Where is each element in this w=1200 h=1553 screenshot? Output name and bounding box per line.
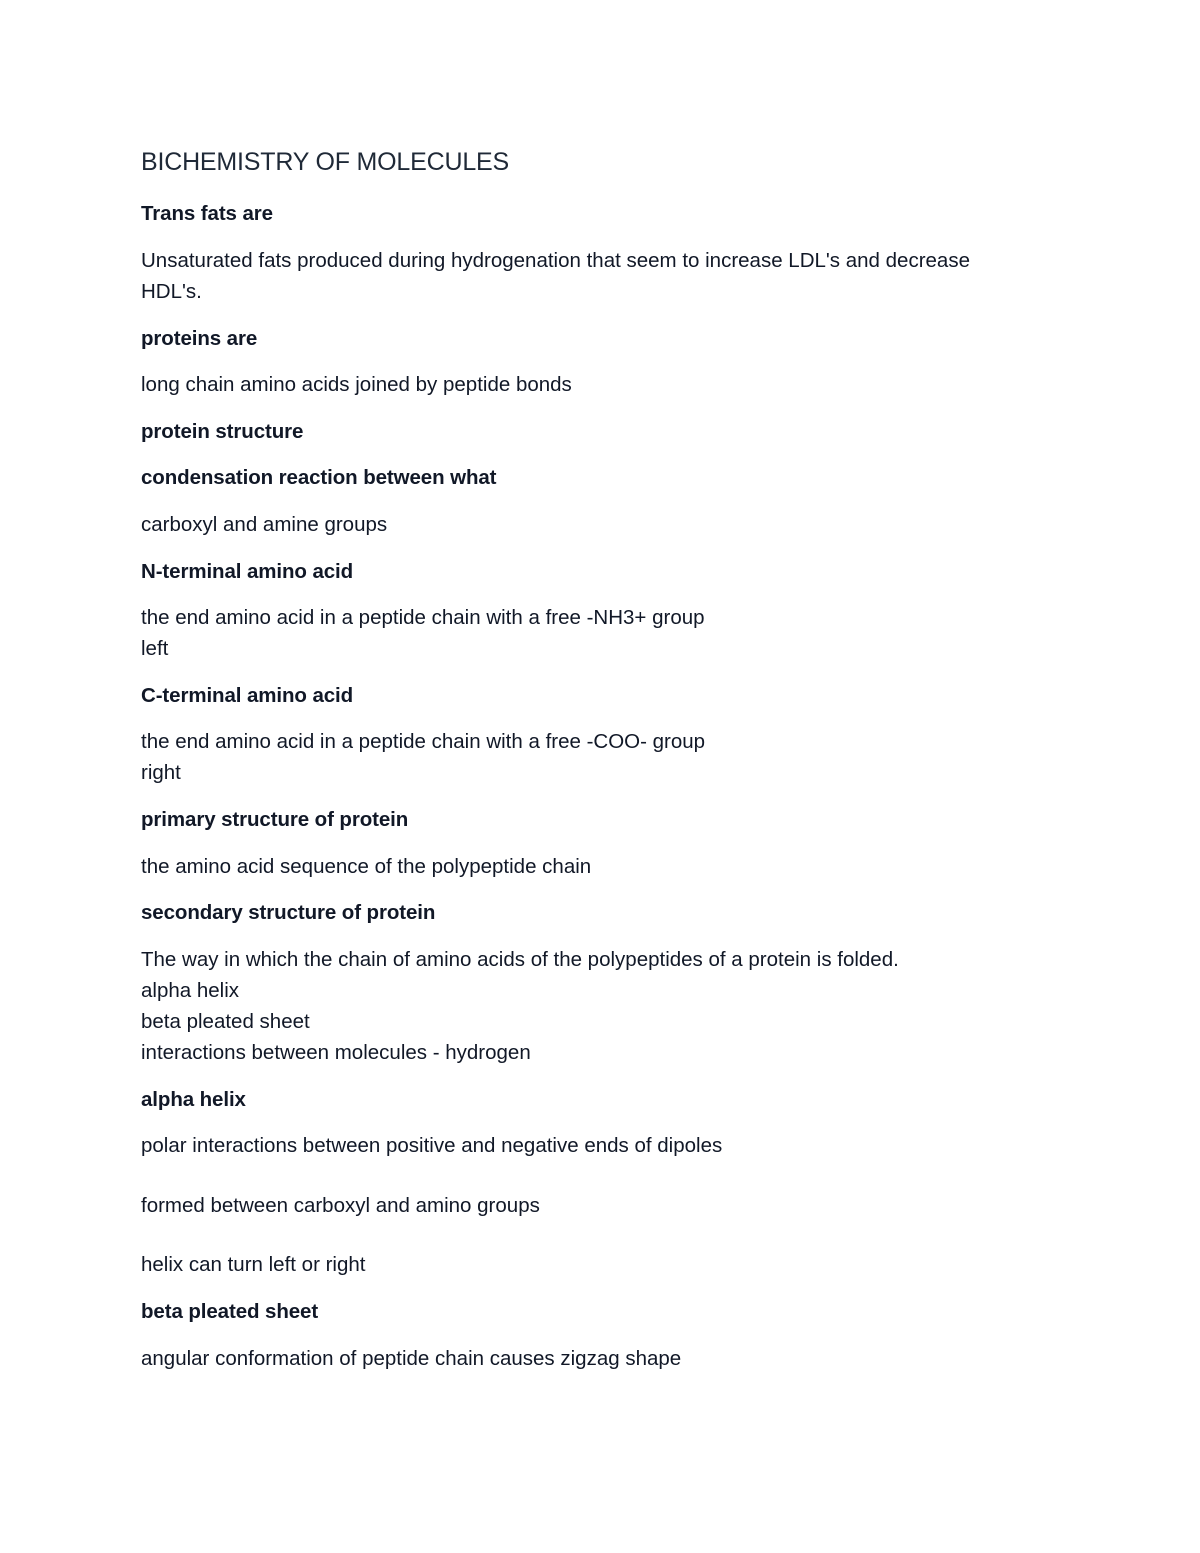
term-c-terminal-amino-acid: C-terminal amino acid — [141, 684, 354, 707]
definition-c-terminal-line-2: right — [141, 761, 181, 784]
term-alpha-helix: alpha helix — [141, 1088, 246, 1111]
definition-secondary-structure-line-4: interactions between molecules - hydrogen — [141, 1041, 531, 1064]
definition-secondary-structure-line-3: beta pleated sheet — [141, 1010, 310, 1033]
definition-proteins: long chain amino acids joined by peptide bonds — [141, 373, 572, 396]
definition-n-terminal-line-2: left — [141, 637, 169, 660]
term-beta-pleated-sheet: beta pleated sheet — [141, 1300, 319, 1323]
definition-c-terminal-line-1: the end amino acid in a peptide chain with a free -COO- group — [141, 730, 706, 753]
term-trans-fats: Trans fats are — [141, 202, 273, 225]
definition-n-terminal-line-1: the end amino acid in a peptide chain with a free -NH3+ group — [141, 606, 705, 629]
definition-primary-structure: the amino acid sequence of the polypeptide chain — [141, 855, 592, 878]
definition-secondary-structure-line-1: The way in which the chain of amino acids of the polypeptides of a protein is folded. — [141, 948, 899, 971]
term-n-terminal-amino-acid: N-terminal amino acid — [141, 560, 354, 583]
document-title: BICHEMISTRY OF MOLECULES — [141, 148, 509, 176]
definition-alpha-helix-line-3: helix can turn left or right — [141, 1253, 366, 1276]
term-proteins: proteins are — [141, 327, 258, 350]
definition-beta-pleated-sheet: angular conformation of peptide chain causes zigzag shape — [141, 1347, 682, 1370]
definition-trans-fats-line-2: HDL's. — [141, 280, 202, 303]
definition-condensation-reaction: carboxyl and amine groups — [141, 513, 388, 536]
term-protein-structure: protein structure — [141, 420, 304, 443]
term-primary-structure: primary structure of protein — [141, 808, 409, 831]
definition-trans-fats-line-1: Unsaturated fats produced during hydrogenation that seem to increase LDL's and decrease — [141, 249, 970, 272]
term-condensation-reaction: condensation reaction between what — [141, 466, 497, 489]
definition-secondary-structure-line-2: alpha helix — [141, 979, 240, 1002]
definition-alpha-helix-line-2: formed between carboxyl and amino groups — [141, 1194, 540, 1217]
definition-alpha-helix-line-1: polar interactions between positive and negative ends of dipoles — [141, 1134, 723, 1157]
term-secondary-structure: secondary structure of protein — [141, 901, 436, 924]
